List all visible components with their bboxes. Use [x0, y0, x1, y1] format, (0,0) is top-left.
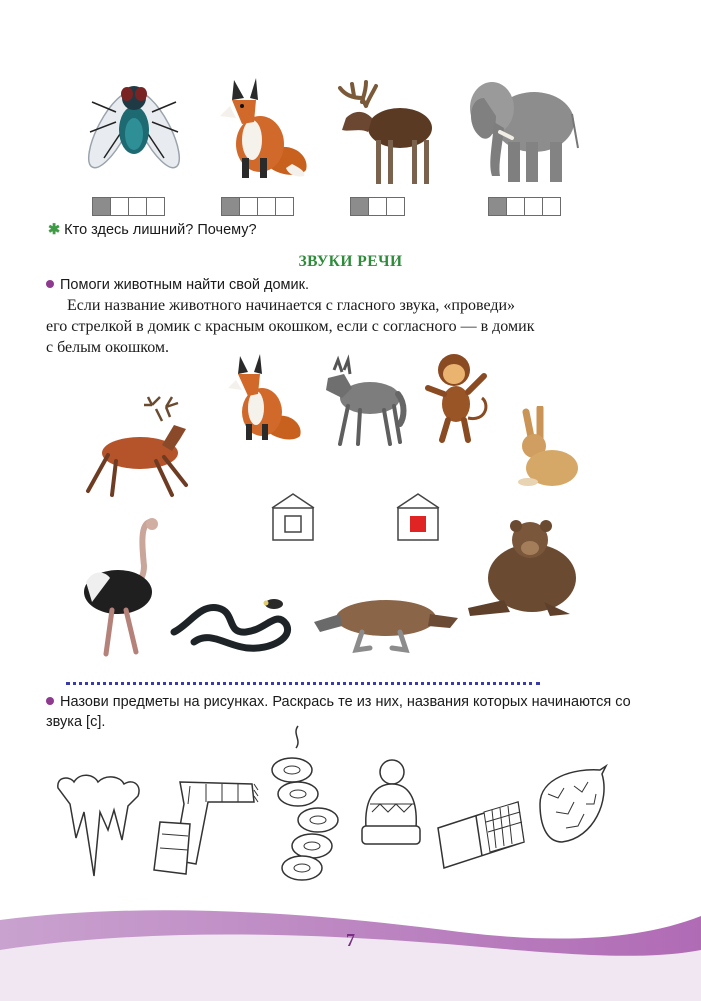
snake-picture[interactable] — [170, 594, 294, 656]
star-icon: ✱ — [48, 222, 61, 238]
task1-text-line-3: с белым окошком. — [46, 339, 170, 356]
chocolate-bar-drawing[interactable] — [434, 798, 528, 872]
word-box[interactable] — [146, 197, 165, 216]
word-box[interactable] — [524, 197, 543, 216]
monkey-picture[interactable] — [424, 348, 494, 446]
word-boxes-fly[interactable] — [93, 197, 165, 216]
red-window — [410, 516, 426, 532]
word-box[interactable] — [239, 197, 258, 216]
scarf-drawing[interactable] — [150, 774, 260, 878]
task1-text-line-2: его стрелкой в домик с красным окошком, если с согласного — в домик — [46, 318, 535, 335]
platypus-picture[interactable] — [312, 586, 460, 654]
bullet-icon — [46, 280, 54, 288]
task1-prompt: Помоги животным найти свой домик. — [60, 277, 309, 293]
page-number: 7 — [346, 930, 355, 950]
hare-picture[interactable] — [506, 406, 582, 490]
task2-prompt-line-2: звука [с]. — [46, 714, 106, 730]
word-box[interactable] — [506, 197, 525, 216]
word-box[interactable] — [542, 197, 561, 216]
bullet-icon — [46, 697, 54, 705]
word-box[interactable] — [275, 197, 294, 216]
wolf-picture[interactable] — [318, 354, 408, 448]
task1-text-line-1: Если название животного начинается с гласного звука, «проведи» — [67, 297, 516, 314]
pine-cone-drawing[interactable] — [534, 764, 612, 846]
hat-drawing[interactable] — [358, 758, 422, 850]
word-box[interactable] — [386, 197, 405, 216]
house-red-window[interactable] — [395, 492, 441, 542]
word-box[interactable] — [128, 197, 147, 216]
fly-picture — [86, 72, 182, 180]
bagels-drawing[interactable] — [262, 724, 352, 884]
fox-picture — [212, 70, 312, 182]
dotted-divider — [66, 682, 540, 685]
task2-prompt-text-1: Назови предметы на рисунках. Раскрась те из них, названия которых начинаются со — [60, 694, 631, 710]
deer-picture[interactable] — [82, 395, 204, 499]
house-white-window[interactable] — [270, 492, 316, 542]
word-box[interactable] — [350, 197, 369, 216]
word-box[interactable] — [221, 197, 240, 216]
word-boxes-elk[interactable] — [351, 197, 405, 216]
question-line — [48, 221, 257, 239]
question-text: Кто здесь лишний? Почему? — [64, 222, 257, 238]
white-window — [285, 516, 301, 532]
word-box[interactable] — [368, 197, 387, 216]
word-boxes-fox[interactable] — [222, 197, 294, 216]
word-box[interactable] — [488, 197, 507, 216]
word-box[interactable] — [92, 197, 111, 216]
elk-picture — [332, 78, 442, 188]
section-title: ЗВУКИ РЕЧИ — [298, 253, 403, 270]
bear-picture[interactable] — [460, 518, 584, 618]
fox-picture-2[interactable] — [222, 348, 306, 444]
ostrich-picture[interactable] — [80, 516, 164, 658]
task2-prompt-line-1 — [46, 693, 631, 711]
word-box[interactable] — [257, 197, 276, 216]
word-box[interactable] — [110, 197, 129, 216]
elephant-picture — [462, 68, 582, 188]
word-boxes-elephant[interactable] — [489, 197, 561, 216]
icicle-drawing[interactable] — [54, 772, 142, 880]
task1-prompt-line — [46, 276, 309, 294]
